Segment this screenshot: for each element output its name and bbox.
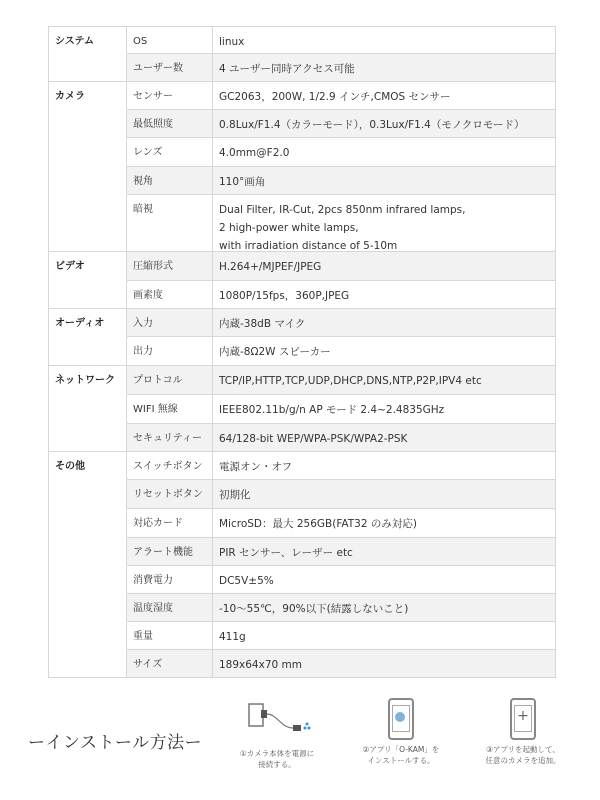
spec-category-cell <box>49 509 127 538</box>
spec-item-label: レンズ <box>127 138 213 167</box>
spec-category-cell <box>49 424 127 452</box>
spec-category-cell <box>49 138 127 167</box>
spec-row <box>49 650 556 678</box>
spec-item-label: 重量 <box>127 622 213 650</box>
spec-value-line: MicroSD：最大 256GB(FAT32 のみ対応) <box>219 518 417 530</box>
spec-value-line: 411g <box>219 631 246 643</box>
spec-item-label: アラート機能 <box>127 538 213 566</box>
spec-category-cell <box>49 650 127 678</box>
spec-value-line: PIR センサー、レーザー etc <box>219 547 353 559</box>
install-step-3 <box>468 698 578 766</box>
spec-row <box>49 395 556 424</box>
spec-value-line: 内蔵-38dB マイク <box>219 318 306 330</box>
spec-category-cell <box>49 167 127 195</box>
spec-item-label: 出力 <box>127 337 213 366</box>
spec-category-cell: ビデオ <box>49 252 127 281</box>
spec-category-cell <box>49 566 127 594</box>
spec-row <box>49 138 556 167</box>
spec-row <box>49 195 556 252</box>
spec-row <box>49 110 556 138</box>
spec-row <box>49 27 556 54</box>
spec-value-line: 2 high-power white lamps, <box>219 222 359 234</box>
spec-item-value <box>213 538 556 566</box>
spec-category-cell <box>49 480 127 509</box>
spec-row <box>49 538 556 566</box>
spec-item-value <box>213 82 556 110</box>
step-2-caption-line-1: ②アプリ「O-KAM」を <box>362 745 440 754</box>
spec-value-line: 1080P/15fps，360P,JPEG <box>219 290 350 302</box>
spec-category-cell <box>49 195 127 252</box>
plug-icon <box>237 698 317 740</box>
install-step-1 <box>222 698 332 770</box>
spec-row <box>49 566 556 594</box>
spec-category-cell <box>49 622 127 650</box>
spec-row <box>49 309 556 337</box>
step-1-caption-line-1: ①カメラ本体を電源に <box>239 749 315 758</box>
spec-item-label: 温度湿度 <box>127 594 213 622</box>
spec-value-line: H.264+/MJPEF/JPEG <box>219 261 322 273</box>
spec-row <box>49 452 556 480</box>
spec-row <box>49 366 556 395</box>
spec-category-cell <box>49 337 127 366</box>
spec-item-label: 入力 <box>127 309 213 337</box>
spec-value-line: IEEE802.11b/g/n AP モード 2.4~2.4835GHz <box>219 404 445 416</box>
spec-category-cell: その他 <box>49 452 127 480</box>
spec-item-label: スイッチボタン <box>127 452 213 480</box>
spec-row <box>49 252 556 281</box>
spec-value-line: TCP/IP,HTTP,TCP,UDP,DHCP,DNS,NTP,P2P,IPV4 etc <box>219 375 482 387</box>
spec-category-cell <box>49 110 127 138</box>
spec-item-label: リセットボタン <box>127 480 213 509</box>
spec-item-value <box>213 138 556 167</box>
step-3-caption-line-2: 任意のカメラを追加。 <box>485 756 561 765</box>
spec-value-line: 110°画角 <box>219 176 266 188</box>
spec-item-label: 最低照度 <box>127 110 213 138</box>
spec-value-line: 0.8Lux/F1.4（カラーモード），0.3Lux/F1.4（モノクロモード） <box>219 119 525 131</box>
install-title: ーインストール方法ー <box>28 733 203 753</box>
install-section <box>0 690 600 800</box>
spec-table <box>48 26 556 678</box>
spec-value-line: GC2063，200W, 1/2.9 インチ,CMOS センサー <box>219 91 451 103</box>
spec-item-label: サイズ <box>127 650 213 678</box>
spec-value-line: Dual Filter, IR-Cut, 2pcs 850nm infrared lamps, <box>219 204 466 216</box>
spec-item-value <box>213 509 556 538</box>
spec-value-line: 64/128-bit WEP/WPA-PSK/WPA2-PSK <box>219 433 408 445</box>
spec-category-cell <box>49 395 127 424</box>
spec-category-cell: カメラ <box>49 82 127 110</box>
spec-item-label: 対応カード <box>127 509 213 538</box>
spec-item-value <box>213 195 556 252</box>
spec-item-value <box>213 281 556 309</box>
spec-value-line: 189x64x70 mm <box>219 659 302 671</box>
phone-app-icon <box>388 698 414 740</box>
spec-category-cell <box>49 281 127 309</box>
spec-value-line: with irradiation distance of 5-10m <box>219 240 398 252</box>
spec-item-value <box>213 424 556 452</box>
spec-item-label: プロトコル <box>127 366 213 395</box>
spec-value-line: 電源オン・オフ <box>219 461 293 473</box>
step-2-caption-line-2: インストールする。 <box>367 756 435 765</box>
spec-item-value <box>213 622 556 650</box>
spec-category-cell <box>49 594 127 622</box>
step-1-caption-line-2: 接続する。 <box>258 760 296 769</box>
spec-item-label: 視角 <box>127 167 213 195</box>
spec-row <box>49 424 556 452</box>
spec-item-label: 暗視 <box>127 195 213 252</box>
phone-add-icon: + <box>510 698 536 740</box>
spec-category-cell: オーディオ <box>49 309 127 337</box>
spec-row <box>49 281 556 309</box>
spec-category-cell: システム <box>49 27 127 54</box>
spec-item-label: 画素度 <box>127 281 213 309</box>
spec-value-line: DC5V±5% <box>219 575 274 587</box>
install-step-2 <box>346 698 456 766</box>
spec-value-line: 内蔵-8Ω2W スピーカー <box>219 346 331 358</box>
spec-item-value <box>213 566 556 594</box>
spec-value-line: 4.0mm@F2.0 <box>219 147 290 159</box>
spec-item-value <box>213 54 556 82</box>
spec-row <box>49 82 556 110</box>
spec-item-value <box>213 110 556 138</box>
spec-category-cell: ネットワーク <box>49 366 127 395</box>
spec-item-value <box>213 366 556 395</box>
spec-category-cell <box>49 54 127 82</box>
spec-item-value <box>213 27 556 54</box>
spec-category-cell <box>49 538 127 566</box>
spec-item-label: ユーザー数 <box>127 54 213 82</box>
step-3-caption-line-1: ③アプリを起動して、 <box>486 745 560 754</box>
spec-row <box>49 594 556 622</box>
spec-item-label: セキュリティー <box>127 424 213 452</box>
spec-row <box>49 622 556 650</box>
spec-item-label: 消費電力 <box>127 566 213 594</box>
spec-item-label: OS <box>127 27 213 54</box>
spec-item-label: WIFI 無線 <box>127 395 213 424</box>
spec-item-value <box>213 650 556 678</box>
spec-item-value <box>213 594 556 622</box>
spec-row <box>49 337 556 366</box>
spec-row <box>49 509 556 538</box>
spec-item-value <box>213 309 556 337</box>
spec-value-line: 4 ユーザー同時アクセス可能 <box>219 63 355 75</box>
spec-value-line: linux <box>219 36 245 48</box>
spec-row <box>49 167 556 195</box>
spec-item-value <box>213 337 556 366</box>
spec-row <box>49 54 556 82</box>
spec-item-label: センサー <box>127 82 213 110</box>
spec-value-line: 初期化 <box>219 489 251 501</box>
spec-item-label: 圧縮形式 <box>127 252 213 281</box>
spec-value-line: -10～55℃，90%以下(結露しないこと) <box>219 603 409 615</box>
spec-item-value <box>213 395 556 424</box>
spec-item-value <box>213 480 556 509</box>
spec-item-value <box>213 252 556 281</box>
spec-item-value <box>213 167 556 195</box>
spec-row <box>49 480 556 509</box>
spec-item-value <box>213 452 556 480</box>
